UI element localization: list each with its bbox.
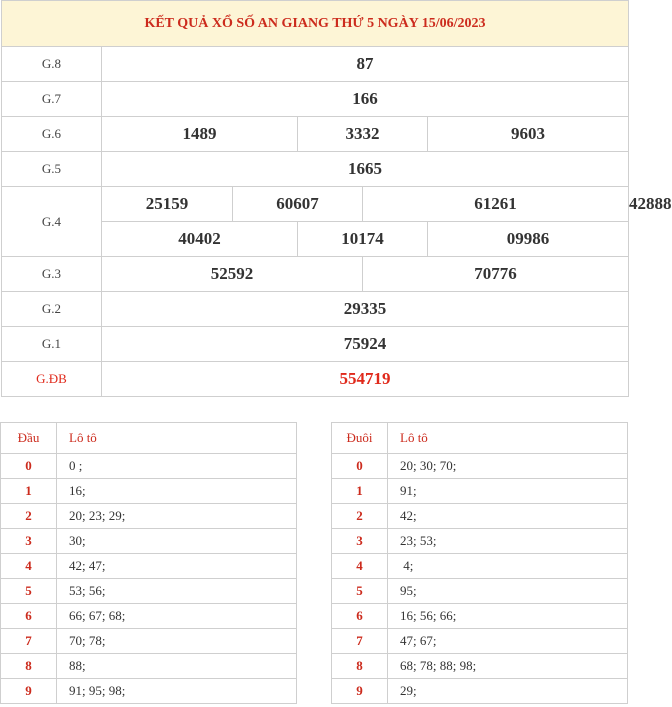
results-table (1, 0, 672, 397)
loto-header: Lô tô (388, 423, 628, 454)
table-row (332, 604, 628, 629)
row-list: 88; (57, 654, 297, 679)
prize-value: 60607 (233, 187, 363, 222)
prize-value: 70776 (363, 257, 629, 292)
prize-value: 87 (102, 47, 629, 82)
row-list: 95; (388, 579, 628, 604)
row-digit: 7 (1, 629, 57, 654)
table-row (332, 529, 628, 554)
prize-label: G.3 (2, 257, 102, 292)
prize-value: 3332 (298, 117, 428, 152)
table-row (1, 579, 297, 604)
row-digit: 8 (1, 654, 57, 679)
row-digit: 2 (332, 504, 388, 529)
row-list: 29; (388, 679, 628, 704)
row-list: 20; 23; 29; (57, 504, 297, 529)
row-list: 20; 30; 70; (388, 454, 628, 479)
loto-header: Lô tô (57, 423, 297, 454)
duoi-header: Đuôi (332, 423, 388, 454)
row-list: 91; (388, 479, 628, 504)
prize-label: G.6 (2, 117, 102, 152)
prize-value: 166 (102, 82, 629, 117)
table-row (1, 479, 297, 504)
row-digit: 5 (1, 579, 57, 604)
row-list: 0 ; (57, 454, 297, 479)
table-row (1, 504, 297, 529)
row-digit: 7 (332, 629, 388, 654)
table-row (332, 504, 628, 529)
prize-label: G.5 (2, 152, 102, 187)
table-row (332, 579, 628, 604)
row-digit: 2 (1, 504, 57, 529)
table-row (1, 629, 297, 654)
row-list: 23; 53; (388, 529, 628, 554)
table-row (332, 679, 628, 704)
row-digit: 4 (1, 554, 57, 579)
prize-row-g1 (2, 327, 629, 362)
row-digit: 3 (1, 529, 57, 554)
row-digit: 4 (332, 554, 388, 579)
row-list: 16; 56; 66; (388, 604, 628, 629)
prize-value: 29335 (102, 292, 629, 327)
row-list: 4; (388, 554, 628, 579)
prize-value: 52592 (102, 257, 363, 292)
table-row (1, 654, 297, 679)
prize-row-special (2, 362, 629, 397)
table-row (1, 679, 297, 704)
prize-row-g3 (2, 257, 629, 292)
table-row (332, 454, 628, 479)
prize-label: G.7 (2, 82, 102, 117)
prize-value: 25159 (102, 187, 233, 222)
prize-value: 40402 (102, 222, 298, 257)
table-row (332, 554, 628, 579)
table-row (332, 629, 628, 654)
row-digit: 8 (332, 654, 388, 679)
prize-row-g5 (2, 152, 629, 187)
row-list: 53; 56; (57, 579, 297, 604)
row-list: 30; (57, 529, 297, 554)
prize-row-g4: G.4 25159 60607 61261 42888 (2, 187, 629, 222)
prize-value: 1665 (102, 152, 629, 187)
prize-value: 75924 (102, 327, 629, 362)
prize-row-g7 (2, 82, 629, 117)
prize-value: 10174 (298, 222, 428, 257)
row-digit: 6 (332, 604, 388, 629)
row-digit: 5 (332, 579, 388, 604)
row-digit: 6 (1, 604, 57, 629)
dau-header: Đầu (1, 423, 57, 454)
row-list: 16; (57, 479, 297, 504)
row-digit: 1 (332, 479, 388, 504)
prize-label: G.4 (2, 187, 102, 257)
row-list: 42; 47; (57, 554, 297, 579)
prize-row-g6 (2, 117, 629, 152)
results-title: KẾT QUẢ XỔ SỐ AN GIANG THỨ 5 NGÀY 15/06/2023 (2, 1, 629, 47)
row-digit: 3 (332, 529, 388, 554)
prize-row-g2 (2, 292, 629, 327)
row-digit: 9 (332, 679, 388, 704)
duoi-loto-table (331, 422, 628, 704)
row-list: 47; 67; (388, 629, 628, 654)
row-digit: 1 (1, 479, 57, 504)
dau-loto-table (0, 422, 297, 704)
table-row (332, 654, 628, 679)
prize-value: 61261 (363, 187, 629, 222)
row-list: 42; (388, 504, 628, 529)
prize-label: G.8 (2, 47, 102, 82)
prize-value: 09986 (428, 222, 629, 257)
table-row (1, 604, 297, 629)
prize-label: G.ĐB (2, 362, 102, 397)
prize-label: G.2 (2, 292, 102, 327)
row-list: 70; 78; (57, 629, 297, 654)
table-row (1, 454, 297, 479)
row-list: 68; 78; 88; 98; (388, 654, 628, 679)
table-row (1, 529, 297, 554)
table-row (332, 479, 628, 504)
row-digit: 9 (1, 679, 57, 704)
table-row (1, 554, 297, 579)
prize-value: 1489 (102, 117, 298, 152)
row-list: 66; 67; 68; (57, 604, 297, 629)
row-list: 91; 95; 98; (57, 679, 297, 704)
prize-row-g8 (2, 47, 629, 82)
special-prize-value: 554719 (102, 362, 629, 397)
prize-value: 9603 (428, 117, 629, 152)
prize-label: G.1 (2, 327, 102, 362)
row-digit: 0 (332, 454, 388, 479)
row-digit: 0 (1, 454, 57, 479)
